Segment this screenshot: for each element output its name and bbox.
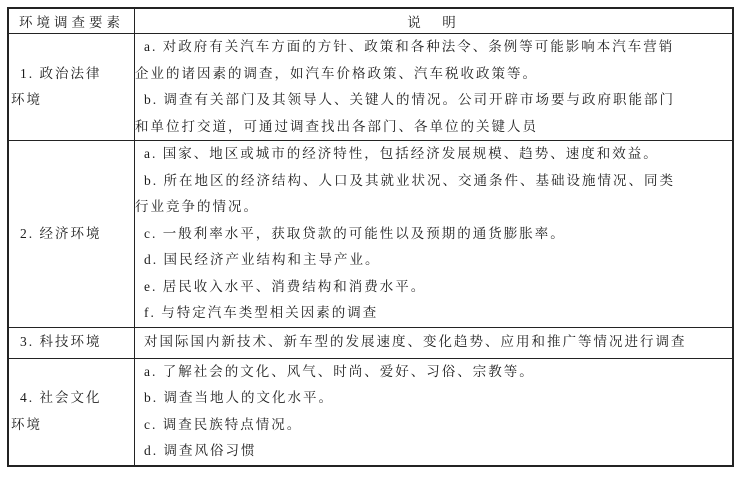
- element-cell: [8, 327, 135, 358]
- element-label-line: 1. 政治法律: [20, 65, 102, 81]
- description-line: 企业的诸因素的调查，如汽车价格政策、汽车税收政策等。: [135, 65, 538, 81]
- table-row-tech: [8, 327, 733, 358]
- table-row-economic: [8, 141, 733, 328]
- description-line: a. 了解社会的文化、风气、时尚、爱好、习俗、宗教等。: [144, 363, 535, 379]
- description-line: a. 国家、地区或城市的经济特性，包括经济发展规模、趋势、速度和效益。: [144, 146, 659, 161]
- description-line: 行业竞争的情况。: [135, 199, 259, 214]
- header-description-column: 说 明: [135, 8, 734, 34]
- table-row-political-legal: [8, 34, 733, 141]
- description-line: a. 对政府有关汽车方面的方针、政策和各种法令、条例等可能影响本汽车营销: [144, 39, 675, 54]
- description-line: f. 与特定汽车类型相关因素的调查: [144, 305, 379, 320]
- description-line: b. 所在地区的经济结构、人口及其就业状况、交通条件、基础设施情况、同类: [144, 172, 675, 188]
- element-label-line: 2. 经济环境: [20, 225, 102, 241]
- description-line: d. 国民经济产业结构和主导产业。: [144, 252, 381, 267]
- table-row-social-cultural: [8, 358, 733, 466]
- table-header-row: [8, 8, 733, 34]
- environment-survey-table: [7, 7, 734, 467]
- header-element-column: 环境调查要素: [8, 8, 135, 34]
- description-line: c. 一般利率水平，获取贷款的可能性以及预期的通货膨胀率。: [144, 225, 566, 241]
- description-line: d. 调查风俗习惯: [144, 443, 257, 458]
- element-label-line: 3. 科技环境: [20, 334, 102, 350]
- description-cell: [135, 34, 734, 141]
- description-cell: [135, 327, 734, 358]
- element-label-line: 环境: [11, 416, 42, 432]
- element-cell: [8, 141, 135, 328]
- description-line: c. 调查民族特点情况。: [144, 416, 303, 432]
- description-line: b. 调查当地人的文化水平。: [144, 390, 334, 405]
- element-label: [9, 385, 134, 438]
- description-line: b. 调查有关部门及其领导人、关键人的情况。公司开辟市场要与政府职能部门: [144, 92, 675, 107]
- element-label: [9, 61, 134, 114]
- description-line: 对国际国内新技术、新车型的发展速度、变化趋势、应用和推广等情况进行调查: [144, 334, 687, 350]
- element-label-line: 4. 社会文化: [20, 390, 102, 405]
- table-body: [8, 34, 733, 466]
- description-cell: [135, 358, 734, 466]
- element-label-line: 环境: [11, 92, 42, 107]
- description-cell: [135, 141, 734, 328]
- element-label: [9, 221, 134, 248]
- element-label: [9, 329, 134, 356]
- element-cell: [8, 358, 135, 466]
- element-cell: [8, 34, 135, 141]
- description-line: e. 居民收入水平、消费结构和消费水平。: [144, 278, 427, 294]
- description-line: 和单位打交道，可通过调查找出各部门、各单位的关键人员: [135, 118, 538, 134]
